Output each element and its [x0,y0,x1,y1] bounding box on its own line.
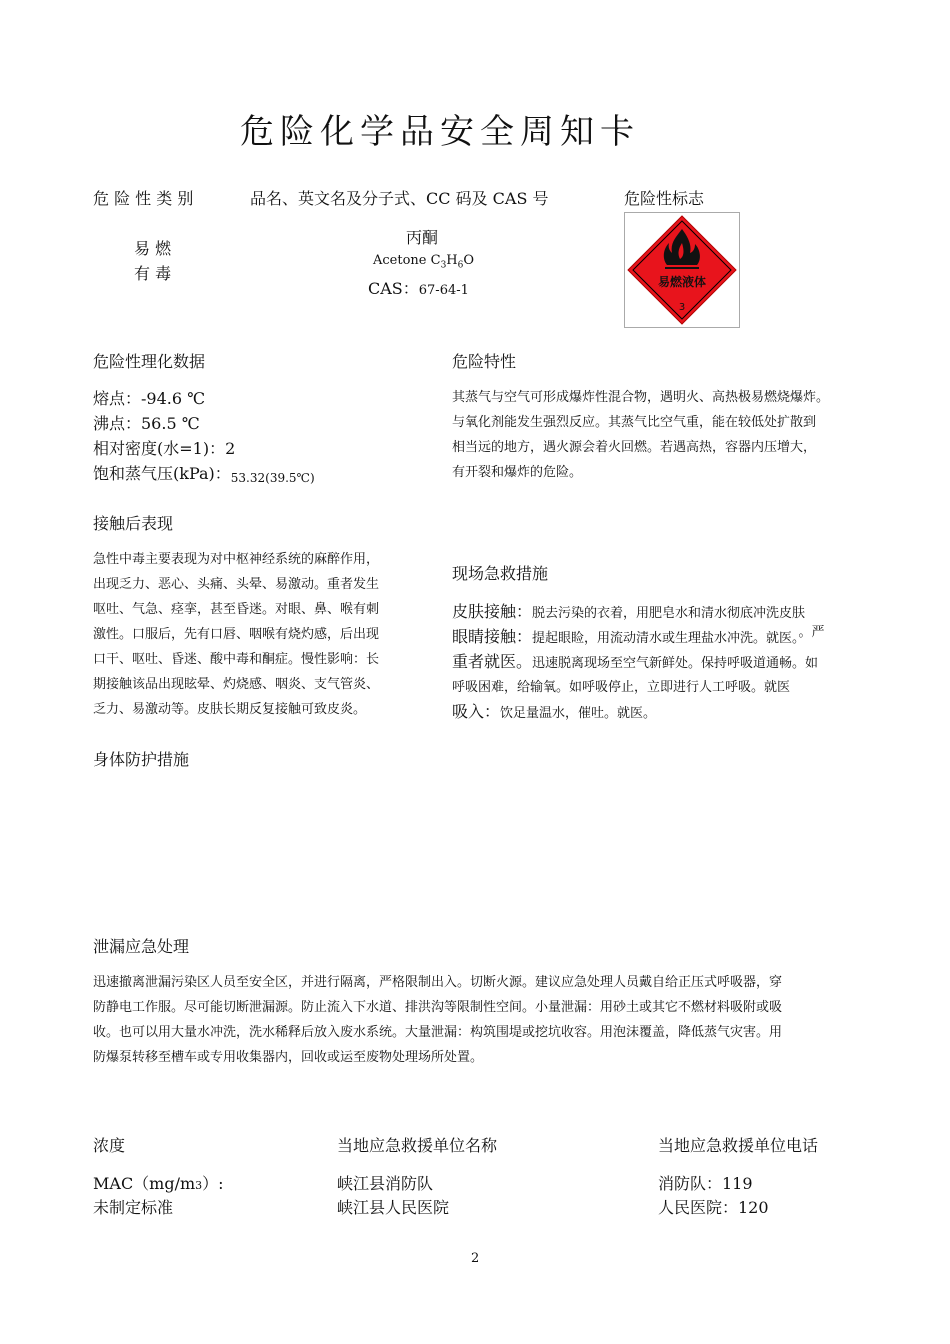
sign-text: 易燃液体 [657,275,707,289]
rescue-phone-hospital: 人民医院：120 [658,1198,769,1217]
name-label: 品名、英文名及分子式、CC 码及 CAS 号 [250,189,549,208]
concentration-label: 浓度 [93,1136,126,1155]
category-flammable: 易 燃 [134,239,172,258]
category-toxic: 有 毒 [134,264,172,283]
ingestion: 吸入：饮足量温水，催吐。就医。 [452,702,657,721]
sign-class-number: 3 [678,302,686,313]
hazard-props-title: 危险特性 [452,352,517,371]
rescue-phone-label: 当地应急救援单位电话 [658,1136,819,1155]
physchem-title: 危险性理化数据 [93,352,206,371]
spill-title: 泄漏应急处理 [93,937,190,956]
hazard-props-text: 其蒸气与空气可形成爆炸性混合物，遇明火、高热极易燃烧爆炸。 与氧化剂能发生强烈反应。其蒸气比空气重，能在较低处扩散到 相当远的地方，遇火源会着火回燃。若遇高热，容器内压增大， 有开裂和爆炸的危险。 [452,390,830,480]
rescue-phone-fire: 消防队：119 [658,1174,753,1193]
chemical-formula: Acetone $C_3H_6O$ [373,253,475,271]
hazard-category-label: 危 险 性 类 别 [93,189,194,208]
rescue-unit-hospital: 峡江县人民医院 [337,1198,450,1217]
inhalation-cont: 呼吸困难，给输氧。如呼吸停止，立即进行人工呼吸。就医 [452,680,791,695]
hazard-sign-label: 危险性标志 [624,189,705,208]
chemical-cn-name: 丙酮 [406,228,439,247]
vapor-pressure: 饱和蒸气压(kPa)：53.32(39.5℃) [93,464,315,485]
page-number: 2 [471,1251,480,1266]
protection-title: 身体防护措施 [93,750,190,769]
severe-inhalation: 重者就医。迅速脱离现场至空气新鲜处。保持呼吸道通畅。如 [452,652,819,671]
rescue-unit-fire: 峡江县消防队 [337,1174,434,1193]
relative-density: 相对密度(水=1)：2 [93,439,236,458]
eye-contact: 眼睛接触：提起眼睑，用流动清水或生理盐水冲洗。就医。$^{。严}$ [452,625,825,646]
melting-point: 熔点：-94.6 ℃ [93,389,206,408]
cas-line: CAS：67-64-1 [368,279,469,298]
mac-label: MAC（mg/m3）: [93,1174,224,1193]
mac-value: 未制定标准 [93,1198,174,1217]
first-aid-title: 现场急救措施 [452,564,549,583]
exposure-text: 急性中毒主要表现为对中枢神经系统的麻醉作用， 出现乏力、恶心、头痛、头晕、易激动。重者发生 呕吐、气急、痉挛，甚至昏迷。对眼、鼻、喉有刺 激性。口服后，先有口唇、咽喉有烧灼感，后出现 口干、呕吐、昏迷、酸中毒和酮症。慢性影响：长 期接触该品出现眩晕、灼烧感、咽炎、支气管炎、 乏力、易激动等。皮肤长期反复接触可致皮炎。 [93,552,380,717]
hazard-sign [624,212,740,328]
skin-contact: 皮肤接触：脱去污染的衣着，用肥皂水和清水彻底冲洗皮肤 [452,602,806,621]
flammable-liquid-diamond-icon [625,213,739,327]
rescue-unit-label: 当地应急救援单位名称 [337,1136,498,1155]
page-title: 危险化学品安全周知卡 [240,112,640,152]
exposure-title: 接触后表现 [93,514,174,533]
spill-text: 迅速撤离泄漏污染区人员至安全区，并进行隔离，严格限制出入。切断火源。建议应急处理人员戴自给正压式呼吸器，穿 防静电工作服。尽可能切断泄漏源。防止流入下水道、排洪沟等限制性空间。小量泄漏：用砂土或其它不燃材料吸附或吸 收。也可以用大量水冲洗，洗水稀释后放入废水系统。大量泄漏：构筑围堤或挖坑收容。用泡沫覆盖，降低蒸气灾害。用 防爆泵转移至槽车或专用收集器内，回收或运至废物处理场所处置。 [93,975,783,1065]
boiling-point: 沸点：56.5 ℃ [93,414,200,433]
